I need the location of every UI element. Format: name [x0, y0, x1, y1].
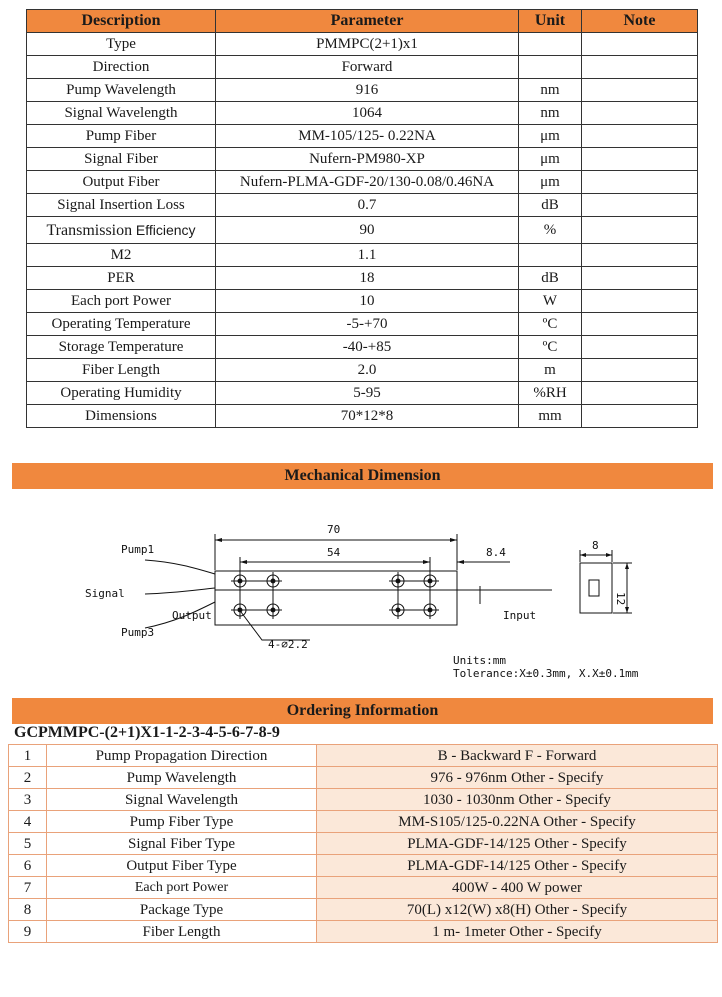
row-parameter: 1064 — [216, 102, 519, 125]
row-parameter: Nufern-PLMA-GDF-20/130-0.08/0.46NA — [216, 171, 519, 194]
row-unit: dB — [519, 194, 582, 217]
row-parameter: 916 — [216, 79, 519, 102]
row-note — [582, 194, 698, 217]
table-row — [27, 313, 698, 336]
row-note — [582, 405, 698, 428]
pump1-fiber — [145, 560, 215, 574]
row-note — [582, 382, 698, 405]
row-unit: % — [519, 217, 582, 244]
signal-fiber — [145, 588, 215, 594]
dim-8-text: 8 — [592, 539, 599, 552]
dim-70-text: 70 — [327, 523, 341, 536]
order-number: 2 — [9, 767, 47, 789]
order-item: Fiber Length — [47, 921, 317, 943]
table-row — [9, 789, 718, 811]
label-output: Output — [172, 609, 212, 622]
table-row — [27, 382, 698, 405]
row-description: Signal Insertion Loss — [27, 194, 216, 217]
row-parameter: PMMPC(2+1)x1 — [216, 33, 519, 56]
row-unit: μm — [519, 171, 582, 194]
label-pump1: Pump1 — [121, 543, 155, 556]
table-row — [9, 745, 718, 767]
row-description: Pump Wavelength — [27, 79, 216, 102]
row-note — [582, 290, 698, 313]
row-unit — [519, 33, 582, 56]
order-number: 8 — [9, 899, 47, 921]
row-unit — [519, 56, 582, 79]
row-note — [582, 359, 698, 382]
mounting-holes — [231, 572, 439, 619]
row-unit: mm — [519, 405, 582, 428]
row-unit: %RH — [519, 382, 582, 405]
row-note — [582, 267, 698, 290]
table-row — [27, 148, 698, 171]
row-description: Output Fiber — [27, 171, 216, 194]
table-row — [27, 359, 698, 382]
row-unit — [519, 244, 582, 267]
specification-table — [26, 9, 698, 428]
order-item: Pump Fiber Type — [47, 811, 317, 833]
row-note — [582, 56, 698, 79]
table-row — [9, 899, 718, 921]
order-options: PLMA-GDF-14/125 Other - Specify — [317, 833, 718, 855]
label-input: Input — [503, 609, 537, 622]
row-description: PER — [27, 267, 216, 290]
order-options: PLMA-GDF-14/125 Other - Specify — [317, 855, 718, 877]
units-text: Units:mm — [453, 654, 506, 667]
order-number: 9 — [9, 921, 47, 943]
row-description: Signal Wavelength — [27, 102, 216, 125]
table-row — [27, 33, 698, 56]
order-number: 6 — [9, 855, 47, 877]
table-row — [9, 921, 718, 943]
row-parameter: 5-95 — [216, 382, 519, 405]
table-row — [27, 79, 698, 102]
desc-part-b: Efficiency — [135, 221, 196, 238]
row-unit: m — [519, 359, 582, 382]
row-description: M2 — [27, 244, 216, 267]
table-row — [9, 855, 718, 877]
table-row — [27, 290, 698, 313]
row-description: Operating Humidity — [27, 382, 216, 405]
label-signal: Signal — [85, 587, 125, 600]
order-item: Pump Wavelength — [47, 767, 317, 789]
order-number: 7 — [9, 877, 47, 899]
row-description: Pump Fiber — [27, 125, 216, 148]
order-number: 4 — [9, 811, 47, 833]
table-row — [27, 217, 698, 244]
row-unit: nm — [519, 102, 582, 125]
order-number: 3 — [9, 789, 47, 811]
row-note — [582, 336, 698, 359]
order-options: 70(L) x12(W) x8(H) Other - Specify — [317, 899, 718, 921]
row-parameter: 70*12*8 — [216, 405, 519, 428]
row-parameter: 0.7 — [216, 194, 519, 217]
row-note — [582, 217, 698, 244]
table-row — [9, 811, 718, 833]
dim-12-text: 12 — [614, 592, 627, 606]
row-note — [582, 33, 698, 56]
table-row — [27, 125, 698, 148]
header-description: Description — [27, 10, 216, 33]
row-note — [582, 125, 698, 148]
table-row — [27, 56, 698, 79]
order-item: Signal Fiber Type — [47, 833, 317, 855]
order-options: 400W - 400 W power — [317, 877, 718, 899]
table-row — [27, 102, 698, 125]
row-parameter: 1.1 — [216, 244, 519, 267]
row-description: Direction — [27, 56, 216, 79]
row-parameter: 18 — [216, 267, 519, 290]
order-options: MM-S105/125-0.22NA Other - Specify — [317, 811, 718, 833]
row-parameter: Nufern-PM980-XP — [216, 148, 519, 171]
order-options: 1030 - 1030nm Other - Specify — [317, 789, 718, 811]
header-parameter: Parameter — [216, 10, 519, 33]
table-row — [27, 405, 698, 428]
row-note — [582, 102, 698, 125]
order-options: B - Backward F - Forward — [317, 745, 718, 767]
row-parameter: -40-+85 — [216, 336, 519, 359]
mechanical-dimension-title: Mechanical Dimension — [12, 463, 713, 489]
row-unit: μm — [519, 148, 582, 171]
row-note — [582, 79, 698, 102]
order-number: 1 — [9, 745, 47, 767]
row-parameter: Forward — [216, 56, 519, 79]
row-parameter: 2.0 — [216, 359, 519, 382]
order-number: 5 — [9, 833, 47, 855]
order-options: 976 - 976nm Other - Specify — [317, 767, 718, 789]
table-row — [27, 194, 698, 217]
row-description: Operating Temperature — [27, 313, 216, 336]
order-item: Signal Wavelength — [47, 789, 317, 811]
tolerance-text: Tolerance:X±0.3mm, X.X±0.1mm — [453, 667, 639, 680]
row-parameter: -5-+70 — [216, 313, 519, 336]
table-row — [27, 336, 698, 359]
table-row — [27, 267, 698, 290]
dim-54-text: 54 — [327, 546, 341, 559]
row-description: Dimensions — [27, 405, 216, 428]
ordering-information-title: Ordering Information — [12, 698, 713, 724]
row-description: Fiber Length — [27, 359, 216, 382]
row-note — [582, 244, 698, 267]
device-body — [215, 571, 457, 625]
table-row — [9, 833, 718, 855]
row-unit: ºC — [519, 336, 582, 359]
row-note — [582, 148, 698, 171]
table-row — [27, 244, 698, 267]
ordering-table — [8, 744, 718, 943]
mechanical-drawing — [0, 500, 722, 690]
label-pump3: Pump3 — [121, 626, 155, 639]
desc-part-a: Transmission — [46, 221, 133, 239]
ordering-code: GCPMMPC-(2+1)X1-1-2-3-4-5-6-7-8-9 — [14, 724, 280, 741]
hole-leader — [238, 608, 310, 640]
row-note — [582, 171, 698, 194]
row-description: Type — [27, 33, 216, 56]
row-unit: dB — [519, 267, 582, 290]
row-parameter: 90 — [216, 217, 519, 244]
row-unit: W — [519, 290, 582, 313]
row-unit: ºC — [519, 313, 582, 336]
table-row — [27, 171, 698, 194]
order-item: Package Type — [47, 899, 317, 921]
row-note — [582, 313, 698, 336]
row-description — [27, 217, 216, 244]
row-unit: nm — [519, 79, 582, 102]
hole-text: 4-⌀2.2 — [268, 638, 308, 651]
row-unit: μm — [519, 125, 582, 148]
row-description: Signal Fiber — [27, 148, 216, 171]
dim-84-text: 8.4 — [486, 546, 506, 559]
header-unit: Unit — [519, 10, 582, 33]
row-parameter: MM-105/125- 0.22NA — [216, 125, 519, 148]
end-view — [580, 563, 612, 613]
row-description: Storage Temperature — [27, 336, 216, 359]
table-row — [9, 767, 718, 789]
table-row — [9, 877, 718, 899]
order-item: Pump Propagation Direction — [47, 745, 317, 767]
header-note: Note — [582, 10, 698, 33]
order-item: Each port Power — [47, 877, 317, 899]
row-description: Each port Power — [27, 290, 216, 313]
order-item: Output Fiber Type — [47, 855, 317, 877]
row-parameter: 10 — [216, 290, 519, 313]
order-options: 1 m- 1meter Other - Specify — [317, 921, 718, 943]
spec-header-row — [27, 10, 698, 33]
